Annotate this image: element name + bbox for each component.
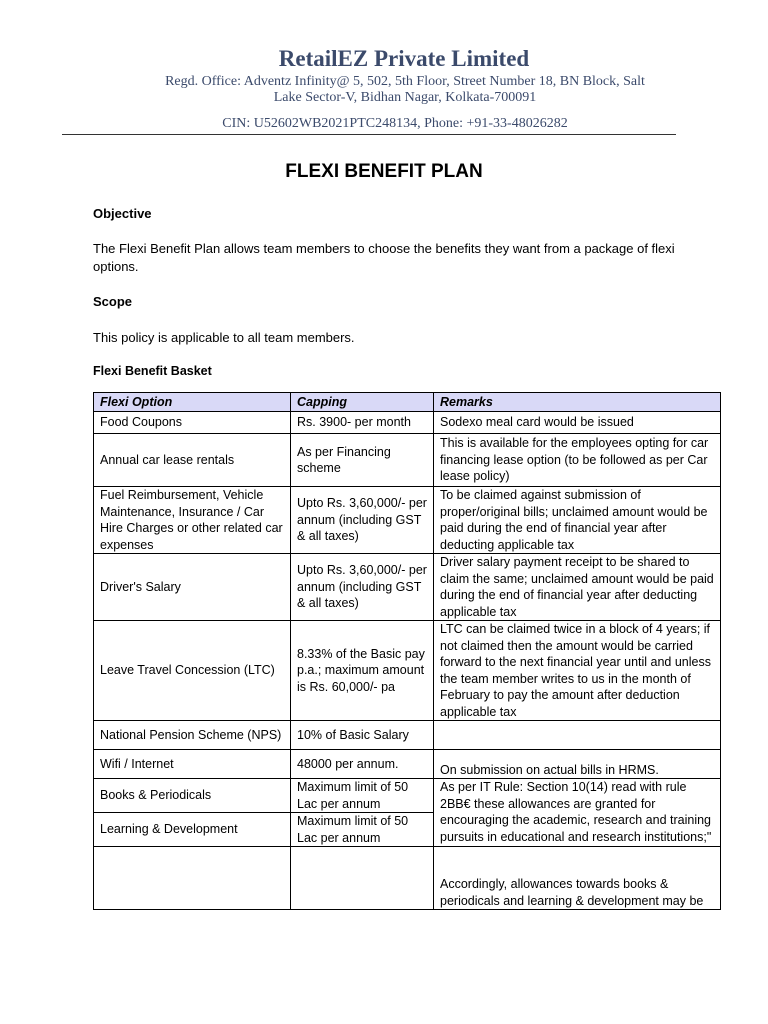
capping-cell: Maximum limit of 50 Lac per annum: [291, 813, 434, 847]
table-row: [94, 750, 721, 779]
capping-cell: As per Financing scheme: [291, 434, 434, 487]
remarks-cell: LTC can be claimed twice in a block of 4 years; if not claimed then the amount would be carried forward to the next financial year until and unless the team member writes to us in the month of February to pay the amount after deduction applicable tax: [434, 621, 721, 721]
company-name: RetailEZ Private Limited: [278, 46, 530, 71]
column-header-option: Flexi Option: [94, 393, 291, 412]
flexi-benefit-table: [93, 392, 721, 910]
remarks-cell: To be claimed against submission of proper/original bills; unclaimed amount would be paid during the end of financial year after deducting applicable tax: [434, 487, 721, 554]
remarks-cell: Sodexo meal card would be issued: [434, 412, 721, 434]
address-line-1: Regd. Office: Adventz Infinity@ 5, 502, 5th Floor, Street Number 18, BN Block, Salt: [165, 74, 645, 89]
table-header-row: [94, 393, 721, 412]
capping-cell: 8.33% of the Basic pay p.a.; maximum amount is Rs. 60,000/- pa: [291, 621, 434, 721]
scope-text: This policy is applicable to all team members.: [93, 330, 355, 345]
option-cell: Books & Periodicals: [94, 779, 291, 813]
table-row: [94, 554, 721, 621]
capping-cell: 48000 per annum.: [291, 750, 434, 779]
option-cell: Annual car lease rentals: [94, 434, 291, 487]
capping-cell: Upto Rs. 3,60,000/- per annum (including GST & all taxes): [291, 487, 434, 554]
option-cell: Food Coupons: [94, 412, 291, 434]
table-row: [94, 721, 721, 750]
option-cell: Fuel Reimbursement, Vehicle Maintenance, Insurance / Car Hire Charges or other related car expenses: [94, 487, 291, 554]
option-cell: Learning & Development: [94, 813, 291, 847]
option-cell: Leave Travel Concession (LTC): [94, 621, 291, 721]
address-line-2: Lake Sector-V, Bidhan Nagar, Kolkata-700091: [273, 90, 537, 105]
remarks-cell: This is available for the employees opting for car financing lease option (to be followed as per Car lease policy): [434, 434, 721, 487]
table-row: [94, 434, 721, 487]
capping-cell: Rs. 3900- per month: [291, 412, 434, 434]
remarks-cell: [434, 721, 721, 750]
capping-cell: Maximum limit of 50 Lac per annum: [291, 779, 434, 813]
capping-cell: Upto Rs. 3,60,000/- per annum (including GST & all taxes): [291, 554, 434, 621]
remarks-cell: On submission on actual bills in HRMS.: [434, 750, 721, 779]
header-divider: [62, 134, 676, 135]
registered-office-address: [120, 74, 690, 106]
option-cell: Driver's Salary: [94, 554, 291, 621]
table-row: [94, 847, 721, 910]
column-header-remarks: Remarks: [434, 393, 721, 412]
option-cell: National Pension Scheme (NPS): [94, 721, 291, 750]
objective-heading: Objective: [93, 206, 152, 221]
cin-phone-line: CIN: U52602WB2021PTC248134, Phone: +91-33-48026282: [222, 116, 568, 131]
table-row: [94, 412, 721, 434]
table-row: [94, 487, 721, 554]
document-title: FLEXI BENEFIT PLAN: [285, 161, 483, 182]
basket-heading: Flexi Benefit Basket: [93, 364, 212, 378]
option-cell: [94, 847, 291, 910]
remarks-cell: As per IT Rule: Section 10(14) read with rule 2BB€ these allowances are granted for encouraging the academic, research and training pursuits in educational and research institutions;": [434, 779, 721, 847]
remarks-cell: Accordingly, allowances towards books & periodicals and learning & development may be: [434, 847, 721, 910]
scope-heading: Scope: [93, 294, 133, 309]
capping-cell: 10% of Basic Salary: [291, 721, 434, 750]
table-row: [94, 621, 721, 721]
table-row: [94, 779, 721, 813]
objective-text: The Flexi Benefit Plan allows team members to choose the benefits they want from a package of flexi options.: [93, 241, 675, 274]
option-cell: Wifi / Internet: [94, 750, 291, 779]
remarks-cell: Driver salary payment receipt to be shared to claim the same; unclaimed amount would be paid during the end of financial year after deducting applicable tax: [434, 554, 721, 621]
capping-cell: [291, 847, 434, 910]
column-header-capping: Capping: [291, 393, 434, 412]
